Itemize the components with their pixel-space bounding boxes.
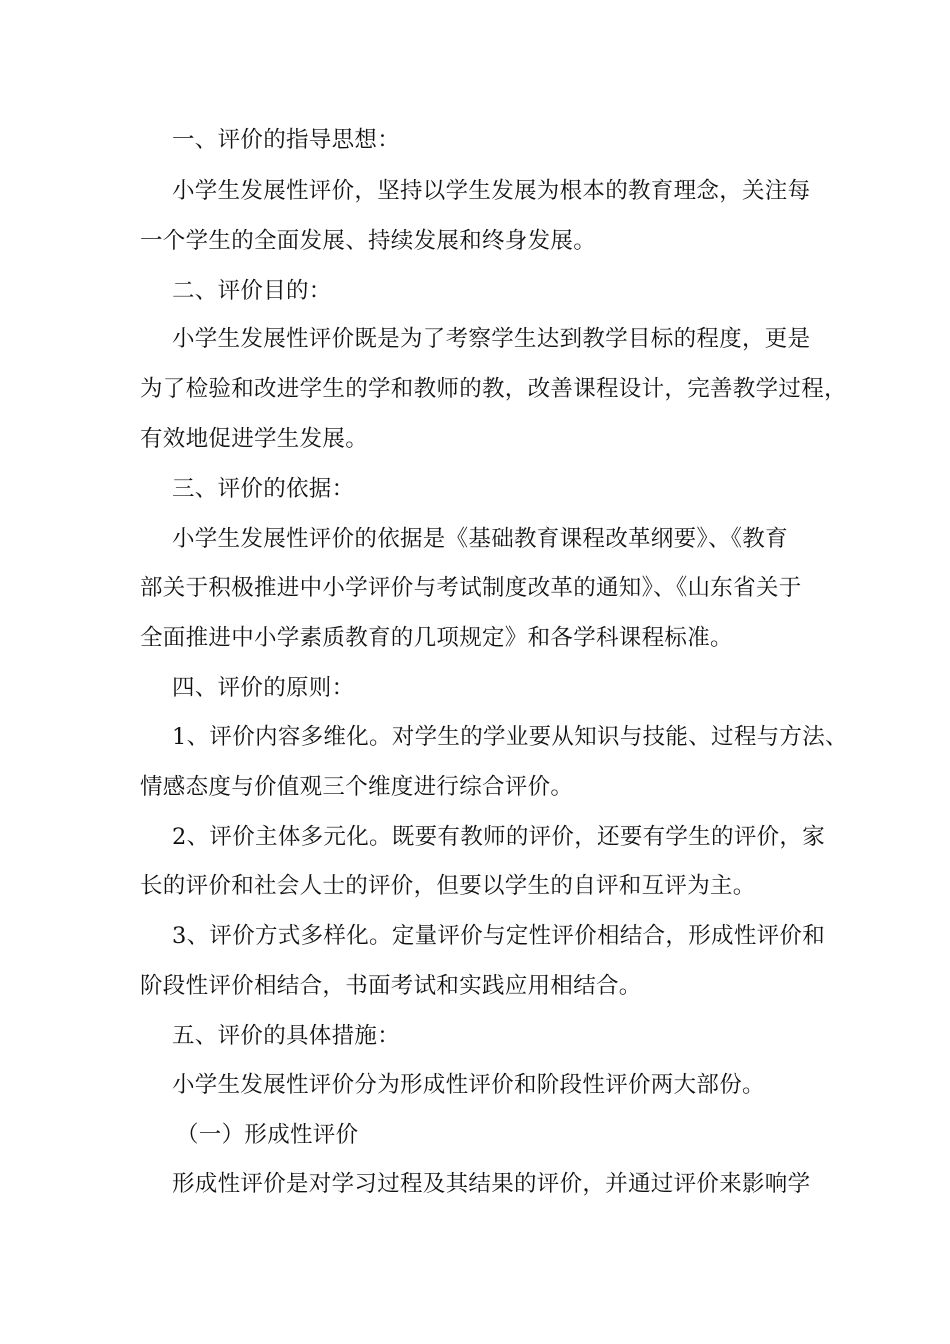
paragraph-line: 长的评价和社会人士的评价，但要以学生的自评和互评为主。 bbox=[140, 873, 756, 899]
paragraph-line: 情感态度与价值观三个维度进行综合评价。 bbox=[140, 774, 574, 800]
paragraph-line: 部关于积极推进中小学评价与考试制度改革的通知》、《山东省关于 bbox=[140, 575, 802, 601]
paragraph-line: 小学生发展性评价的依据是《基础教育课程改革纲要》、《教育 bbox=[172, 526, 788, 552]
subheading-formative: （一）形成性评价 bbox=[176, 1122, 359, 1148]
paragraph-line: 小学生发展性评价既是为了考察学生达到教学目标的程度，更是 bbox=[172, 326, 811, 352]
heading-guiding-thought: 一、评价的指导思想： bbox=[172, 127, 401, 153]
paragraph-line: 阶段性评价相结合，书面考试和实践应用相结合。 bbox=[140, 973, 642, 999]
paragraph-line: 1、评价内容多维化。对学生的学业要从知识与技能、过程与方法、 bbox=[172, 724, 848, 750]
paragraph-line: 2、评价主体多元化。既要有教师的评价，还要有学生的评价，家 bbox=[172, 824, 826, 850]
paragraph-line: 为了检验和改进学生的学和教师的教，改善课程设计，完善教学过程， bbox=[140, 376, 847, 402]
paragraph-line: 有效地促进学生发展。 bbox=[140, 426, 369, 452]
heading-principles: 四、评价的原则： bbox=[172, 675, 355, 701]
paragraph-line: 一个学生的全面发展、持续发展和终身发展。 bbox=[140, 228, 597, 254]
paragraph-line: 全面推进中小学素质教育的几项规定》和各学科课程标准。 bbox=[140, 625, 733, 651]
paragraph-line: 小学生发展性评价，坚持以学生发展为根本的教育理念，关注每 bbox=[172, 178, 811, 204]
paragraph-line: 形成性评价是对学习过程及其结果的评价，并通过评价来影响学 bbox=[172, 1171, 811, 1197]
paragraph-line: 3、评价方式多样化。定量评价与定性评价相结合，形成性评价和 bbox=[172, 923, 826, 949]
heading-measures: 五、评价的具体措施： bbox=[172, 1023, 401, 1049]
heading-basis: 三、评价的依据： bbox=[172, 476, 355, 502]
paragraph-line: 小学生发展性评价分为形成性评价和阶段性评价两大部份。 bbox=[172, 1072, 765, 1098]
heading-purpose: 二、评价目的： bbox=[172, 278, 332, 304]
